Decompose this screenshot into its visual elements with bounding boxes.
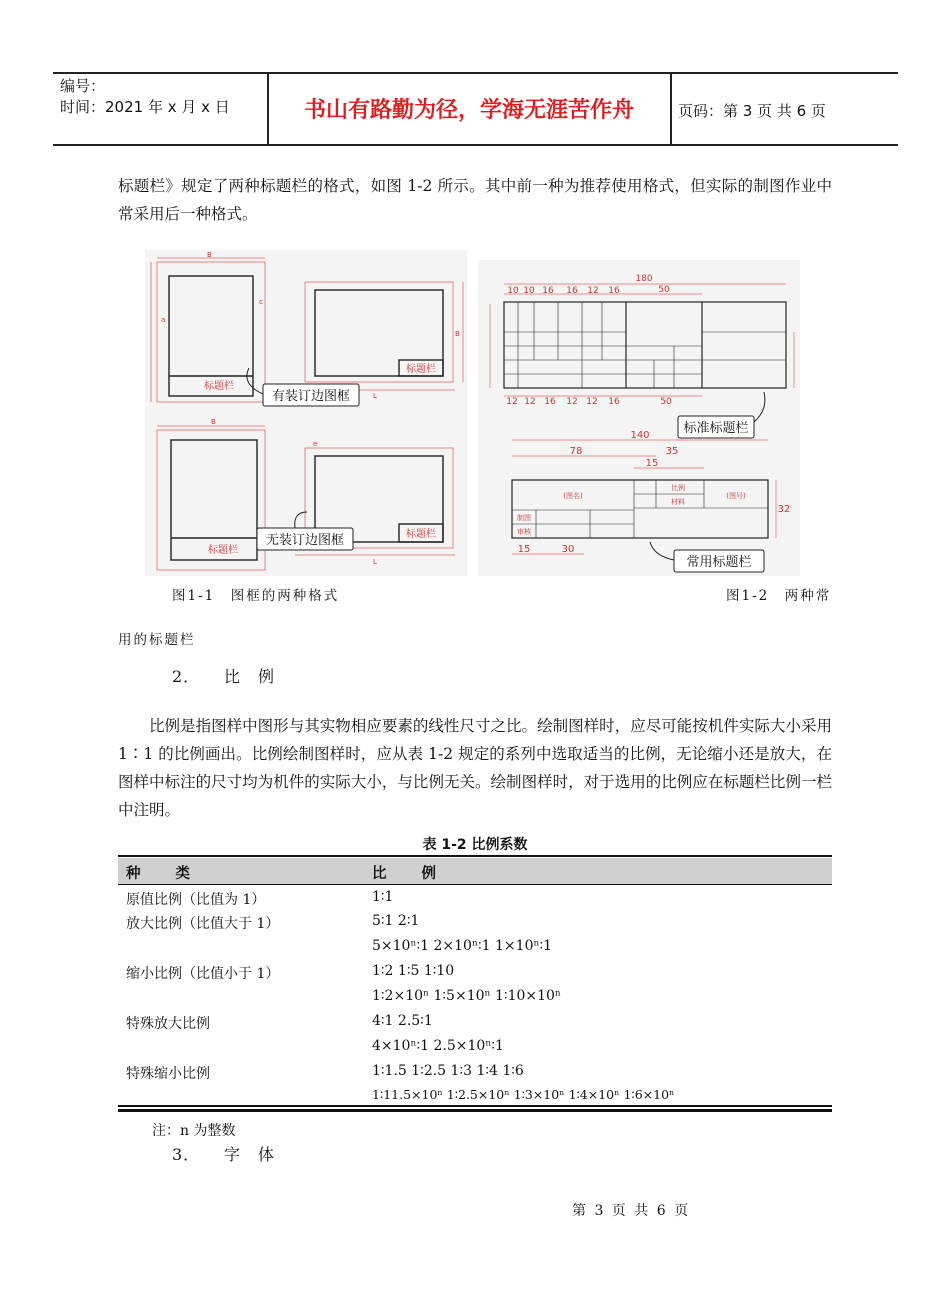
- dim-letter-a: a: [161, 316, 166, 324]
- table-header-ratio: 比 例: [372, 865, 438, 882]
- dim-col-5: 12: [587, 286, 599, 296]
- dim-letter-e: e: [313, 440, 318, 448]
- table-cell-ratio: 1∶11.5×10ⁿ 1∶2.5×10ⁿ 1∶3×10ⁿ 1∶4×10ⁿ 1∶6×10ⁿ: [372, 1087, 675, 1102]
- callout-unbound-frame: 无装订边图框: [265, 533, 345, 548]
- dim-letter-b-1: B: [207, 251, 212, 259]
- dim-bot-4: 12: [566, 397, 578, 407]
- dim-32: 32: [777, 504, 791, 515]
- table-cell-ratio: 1∶1: [372, 889, 394, 905]
- intro-paragraph: 标题栏》规定了两种标题栏的格式，如图 1-2 所示。其中前一种为推荐使用格式，但实际的制图作业中常采用后一种格式。: [118, 177, 832, 223]
- dim-letter-c: c: [259, 298, 263, 306]
- cell-drawer: 制图: [517, 514, 531, 522]
- section-2-paragraph: 比例是指图样中图形与其实物相应要素的线性尺寸之比。绘制图样时，应尽可能按机件实际大小采用 1∶1 的比例画出。比例绘制图样时，应从表 1-2 规定的系列中选取适当的比例，无论缩小还是放大，在图样中标注的尺寸均为机件的实际大小，与比例无关。绘制图样时，对于选用的比例应在标题栏比例一栏中注明。: [118, 717, 832, 819]
- dim-col-3: 16: [542, 286, 554, 296]
- table-cell-kind: 缩小比例（比值小于 1）: [126, 966, 280, 982]
- table-cell-ratio: 1∶1.5 1∶2.5 1∶3 1∶4 1∶6: [372, 1063, 524, 1079]
- dim-30: 30: [561, 544, 575, 555]
- table-cell-ratio: 4×10ⁿ∶1 2.5×10ⁿ∶1: [372, 1038, 504, 1054]
- dim-bot-1: 12: [506, 397, 518, 407]
- title-block-label-4: 标题栏: [406, 529, 436, 540]
- dim-bot-5: 12: [586, 397, 598, 407]
- table-title: 表 1-2 比例系数: [422, 837, 528, 853]
- dim-15-top: 15: [645, 458, 659, 469]
- table-note: 注：n 为整数: [152, 1123, 236, 1139]
- dim-78: 78: [569, 446, 583, 457]
- section-2-heading: [172, 664, 275, 687]
- table-top-rule: [118, 855, 832, 857]
- table-row: [118, 960, 832, 984]
- dim-col-1: 10: [507, 286, 519, 296]
- dim-140: 140: [630, 430, 650, 441]
- title-block-label-2: 标题栏: [406, 364, 436, 375]
- table-cell-ratio: 1∶2 1∶5 1∶10: [372, 963, 455, 979]
- dim-bot-3: 16: [544, 397, 556, 407]
- header-divider-right: [670, 72, 672, 145]
- table-cell-kind: 放大比例（比值大于 1）: [126, 916, 280, 932]
- dim-col-6: 16: [608, 286, 620, 296]
- page-footer: 第 3 页 共 6 页: [572, 1203, 691, 1219]
- table-cell-kind: 特殊缩小比例: [126, 1066, 210, 1082]
- dim-15-bottom: 15: [517, 544, 531, 555]
- section-3-number: 3．: [172, 1145, 201, 1164]
- title-block-label-1: 标题栏: [204, 381, 234, 392]
- section-2-title: 比 例: [224, 667, 276, 686]
- cell-reviewer: 审核: [517, 528, 531, 536]
- dim-letter-b-2: B: [211, 418, 216, 426]
- table-row: [118, 1060, 832, 1084]
- table-header: [118, 858, 832, 885]
- dim-col-2: 10: [523, 286, 535, 296]
- table-row: [118, 1035, 832, 1059]
- cell-drawing-no: (图号): [726, 492, 746, 500]
- dim-bot-6: 16: [608, 397, 620, 407]
- table-cell-ratio: 5∶1 2∶1: [372, 913, 420, 929]
- caption-wrap: 用的标题栏: [118, 632, 196, 648]
- callout-common-title-block: 常用标题栏: [686, 555, 752, 570]
- figure-frames: [145, 250, 467, 576]
- dim-letter-b-3: B: [455, 330, 460, 338]
- table-bottom-rule: [118, 1105, 832, 1107]
- header-meta: [60, 76, 230, 118]
- table-cell-kind: 特殊放大比例: [126, 1016, 210, 1032]
- table-row: [118, 935, 832, 959]
- caption-figure-1-2: 图1-2 两种常: [726, 588, 832, 604]
- dim-50-top: 50: [658, 285, 670, 295]
- dim-bot-2: 12: [524, 397, 536, 407]
- dim-bot-50: 50: [660, 397, 672, 407]
- cell-scale: 比例: [671, 484, 685, 492]
- dim-col-4: 16: [566, 286, 578, 296]
- title-block-label-3: 标题栏: [208, 545, 238, 556]
- table-cell-kind: 原值比例（比值为 1）: [126, 892, 266, 908]
- table-row: [118, 886, 832, 910]
- table-cell-ratio: 5×10ⁿ∶1 2×10ⁿ∶1 1×10ⁿ∶1: [372, 938, 553, 954]
- section-3-title: 字 体: [224, 1145, 276, 1164]
- table-header-kind: 种 类: [126, 865, 192, 882]
- callout-bound-frame: 有装订边图框: [271, 389, 351, 404]
- figure-title-blocks: [478, 260, 800, 576]
- dim-letter-l-2: L: [373, 558, 377, 566]
- table-row: [118, 910, 832, 934]
- cell-drawing-name: (图名): [563, 492, 583, 500]
- table-row: [118, 985, 832, 1009]
- table-bottom-rule-thick: [118, 1109, 832, 1112]
- table-cell-ratio: 4∶1 2.5∶1: [372, 1013, 433, 1029]
- section-3-heading: [172, 1142, 275, 1165]
- dim-35: 35: [665, 446, 679, 457]
- dim-letter-l-1: L: [373, 392, 377, 400]
- cell-material: 材料: [671, 498, 685, 506]
- section-2-number: 2．: [172, 667, 201, 686]
- time-label: 时间：2021 年 x 月 x 日: [60, 98, 230, 116]
- dim-180: 180: [635, 274, 653, 284]
- header-page-number: 页码：第 3 页 共 6 页: [678, 102, 826, 120]
- callout-standard-title-block: 标准标题栏: [683, 421, 749, 436]
- caption-figure-1-1: 图1-1 图框的两种格式: [172, 588, 340, 604]
- doc-number-label: 编号：: [60, 77, 106, 95]
- table-cell-ratio: 1∶2×10ⁿ 1∶5×10ⁿ 1∶10×10ⁿ: [372, 988, 561, 1004]
- header-motto: 书山有路勤为径，学海无涯苦作舟: [303, 97, 634, 123]
- table-row: [118, 1010, 832, 1034]
- header-bottom-rule: [53, 144, 898, 146]
